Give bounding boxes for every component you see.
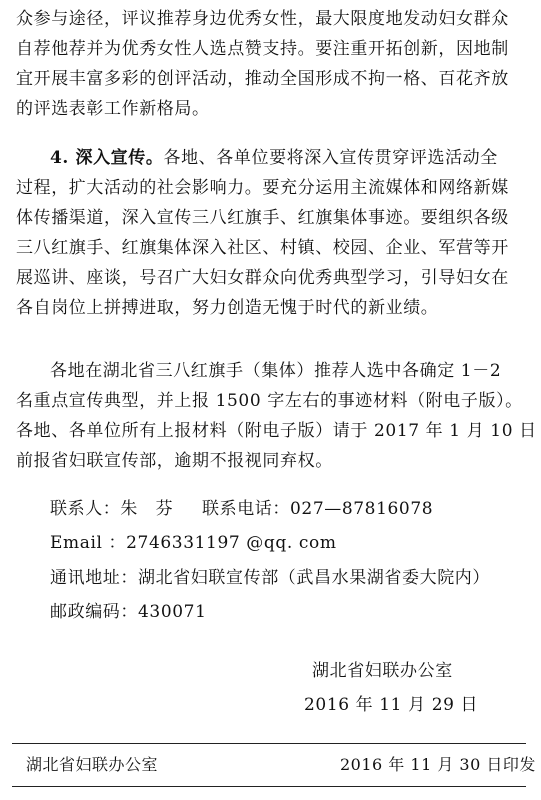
- text-line: 各地在湖北省三八红旗手（集体）推荐人选中各确定 1－2: [50, 361, 502, 381]
- footer-bottom-rule: [12, 786, 526, 787]
- paragraph-submission: [16, 356, 537, 476]
- text-line: 体传播渠道，深入宣传三八红旗手、红旗集体事迹。要组织各级: [16, 208, 509, 228]
- paragraph-publicity: [16, 143, 526, 323]
- text-line: 宜开展丰富多彩的创评活动，推动全国形成不拘一格、百花齐放: [16, 69, 509, 89]
- footer-top-rule: [12, 743, 526, 744]
- contact-person: 联系人：朱 芬: [50, 499, 174, 519]
- paragraph-participation: [16, 4, 526, 124]
- text-line: 展巡讲、座谈，号召广大妇女群众向优秀典型学习，引导妇女在: [16, 268, 509, 288]
- contact-postcode: 邮政编码：430071: [50, 602, 207, 622]
- text-line: 前报省妇联宣传部，逾期不报视同弃权。: [16, 451, 333, 471]
- text-line: 各地、各单位所有上报材料（附电子版）请于 2017 年 1 月 10 日: [16, 421, 537, 441]
- footer-print-date: 2016 年 11 月 30 日印发: [340, 755, 536, 774]
- section-heading: 4. 深入宣传。: [50, 148, 164, 168]
- contact-email: Email ：2746331197 @qq. com: [50, 533, 337, 553]
- text-line: 自荐他荐并为优秀女性人选点赞支持。要注重开拓创新，因地制: [16, 39, 509, 59]
- text-line: 的评选表彰工作新格局。: [16, 99, 210, 119]
- text-span: 各地、各单位要将深入宣传贯穿评选活动全: [163, 148, 498, 168]
- contact-address: 通讯地址：湖北省妇联宣传部（武昌水果湖省委大院内）: [50, 568, 490, 588]
- text-line: 三八红旗手、红旗集体深入社区、村镇、校园、企业、军营等开: [16, 238, 509, 258]
- text-line: 众参与途径，评议推荐身边优秀女性，最大限度地发动妇女群众: [16, 9, 509, 29]
- signature-org: 湖北省妇联办公室: [312, 661, 453, 681]
- signature-date: 2016 年 11 月 29 日: [304, 695, 479, 715]
- footer-office: 湖北省妇联办公室: [26, 755, 159, 774]
- text-line: 过程，扩大活动的社会影响力。要充分运用主流媒体和网络新媒: [16, 178, 509, 198]
- contact-phone: 联系电话：027—87816078: [202, 499, 434, 519]
- text-line: 名重点宣传典型，并上报 1500 字左右的事迹材料（附电子版）。: [16, 391, 523, 411]
- text-line: 各自岗位上拼搏进取，努力创造无愧于时代的新业绩。: [16, 298, 439, 318]
- text-line: [16, 143, 526, 173]
